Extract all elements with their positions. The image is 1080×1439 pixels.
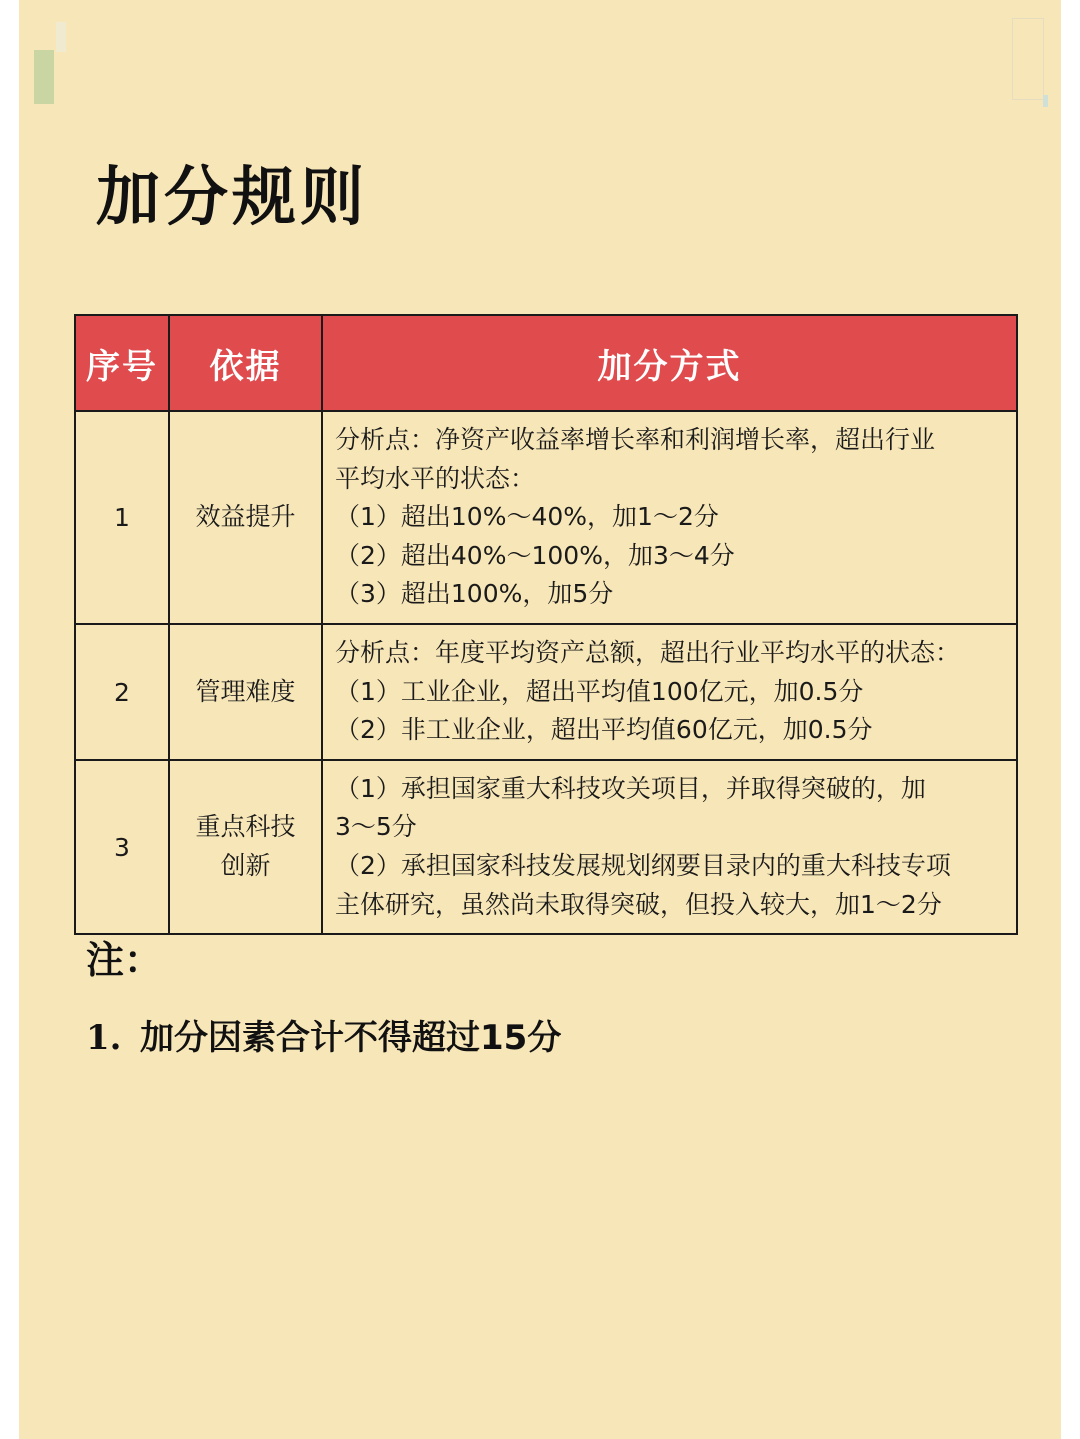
- note-text: 加分因素合计不得超过15分: [140, 1018, 562, 1058]
- decorative-bar: [34, 50, 54, 104]
- table-row: [75, 760, 1017, 934]
- basis-line: 创新: [220, 851, 271, 880]
- row-method: [322, 624, 1017, 760]
- row-index: 1: [75, 411, 169, 624]
- basis-line: 效益提升: [195, 502, 296, 532]
- table-row: [75, 411, 1017, 624]
- header-basis: 依据: [169, 315, 322, 411]
- method-line: 平均水平的状态：: [335, 463, 536, 493]
- method-line: （1）工业企业，超出平均值100亿元，加0.5分: [335, 676, 864, 706]
- row-index: 3: [75, 760, 169, 934]
- note-item: [86, 1014, 561, 1062]
- decorative-dot: [1043, 95, 1048, 107]
- method-line: （2）承担国家科技发展规划纲要目录内的重大科技专项: [335, 851, 951, 880]
- header-index: 序号: [75, 315, 169, 411]
- method-line: （1）超出10%～40%，加1～2分: [335, 502, 719, 532]
- row-basis: [169, 411, 322, 624]
- row-method: [322, 411, 1017, 624]
- method-line: 分析点：净资产收益率增长率和利润增长率，超出行业: [335, 425, 936, 455]
- row-basis: [169, 760, 322, 934]
- header-method: 加分方式: [322, 315, 1017, 411]
- method-line: 主体研究，虽然尚未取得突破，但投入较大，加1～2分: [335, 889, 942, 919]
- row-index: 2: [75, 624, 169, 760]
- row-basis: [169, 624, 322, 760]
- table-header-row: [75, 315, 1017, 411]
- method-line: （1）承担国家重大科技攻关项目，并取得突破的，加: [335, 773, 926, 803]
- decorative-bar-light: [56, 22, 66, 52]
- basis-line: 重点科技: [195, 812, 296, 842]
- table-row: [75, 624, 1017, 760]
- method-line: （2）超出40%～100%，加3～4分: [335, 540, 735, 570]
- method-line: （3）超出100%，加5分: [335, 579, 614, 609]
- method-line: 分析点：年度平均资产总额，超出行业平均水平的状态：: [335, 638, 961, 668]
- row-method: [322, 760, 1017, 934]
- basis-line: 管理难度: [195, 676, 296, 706]
- note-heading: 注：: [86, 938, 163, 982]
- note-number: 1.: [86, 1018, 122, 1058]
- method-line: 3～5分: [335, 812, 417, 842]
- method-line: （2）非工业企业，超出平均值60亿元，加0.5分: [335, 715, 873, 745]
- decorative-frame: [1012, 18, 1044, 100]
- page-title: 加分规则: [96, 161, 368, 235]
- rules-table: [74, 314, 1018, 935]
